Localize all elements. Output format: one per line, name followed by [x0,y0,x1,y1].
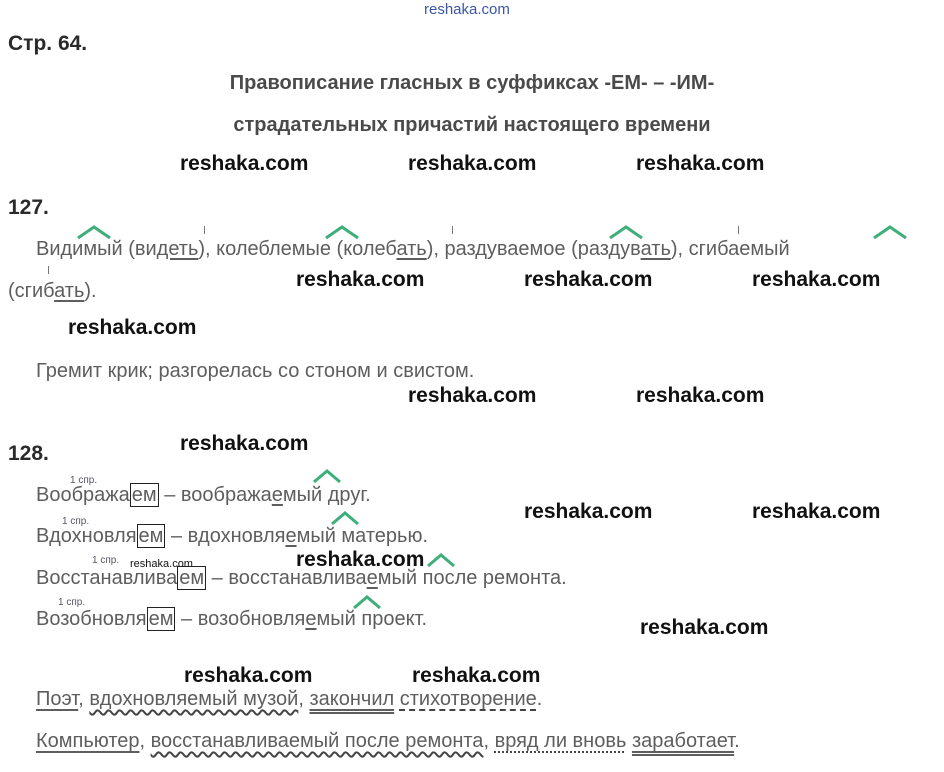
ex128-row: Восстанавлива ем – восстанавливаемый после ремонта. [36,567,567,589]
conjugation-label: 1 спр. [70,475,98,486]
watermark: reshaka.com [296,548,425,571]
conjugation-label: 1 спр. [92,555,120,566]
watermark: reshaka.com [524,268,653,291]
watermark: reshaka.com [636,384,765,407]
conjugation-label: 1 спр. [62,516,90,527]
watermark: reshaka.com [180,152,309,175]
stress-mark [204,226,205,234]
section-title-line1: Правописание гласных в суффиксах -ЕМ- – -ИМ- [229,72,715,94]
watermark-small: reshaka.com [130,558,193,570]
site-header[interactable]: reshaka.com [424,1,510,18]
caret-mark-icon [312,468,342,484]
stress-mark [48,266,49,274]
ex128-sentence1: Поэт, вдохновляемый музой, закончил стихотворение. [36,688,543,710]
stress-mark [452,226,453,234]
caret-mark-icon [330,510,360,526]
watermark: reshaka.com [412,664,541,687]
watermark: reshaka.com [524,500,653,523]
watermark: reshaka.com [184,664,313,687]
ex128-row: Вообража ем – воображаемый друг. [36,484,371,506]
exercise-number: 128. [8,442,49,465]
watermark: reshaka.com [752,268,881,291]
ex128-sentence2: Компьютер, восстанавливаемый после ремонта, вряд ли вновь заработает. [36,730,740,752]
conjugation-label: 1 спр. [58,597,86,608]
watermark: reshaka.com [68,316,197,339]
watermark: reshaka.com [408,384,537,407]
watermark: reshaka.com [408,152,537,175]
exercise-number: 127. [8,196,49,219]
ex127-sentence: Гремит крик; разгорелась со стоном и свистом. [36,360,475,382]
ex127-line1: Видимый (видеть), колеблемые (колебать), раздуваемое (раздувать), сгибаемый [36,238,790,260]
stress-mark [738,226,739,234]
section-title-line2: страдательных причастий настоящего времени [233,114,711,136]
page-label: Стр. 64. [8,32,88,55]
watermark: reshaka.com [640,616,769,639]
caret-mark-icon [426,552,456,568]
ex127-line2: (сгибать). [8,280,97,302]
ex128-row: Вдохновля ем – вдохновляемый матерью. [36,525,429,547]
watermark: reshaka.com [752,500,881,523]
watermark: reshaka.com [296,268,425,291]
watermark: reshaka.com [636,152,765,175]
caret-mark-icon [872,224,908,240]
watermark: reshaka.com [180,432,309,455]
ex128-row: Возобновля ем – возобновляемый проект. [36,608,428,630]
